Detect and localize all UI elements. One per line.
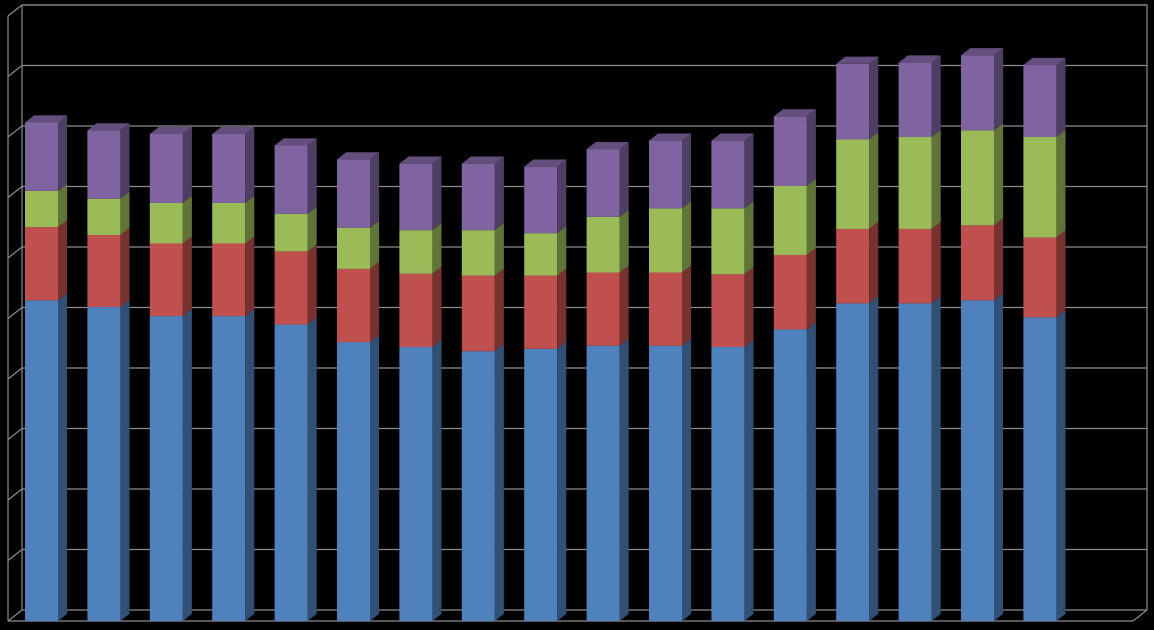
bar-segment-side [432, 267, 441, 347]
bar-segment-side [682, 133, 691, 208]
bar-segment-front [899, 229, 932, 303]
bar-segment-side [869, 132, 878, 229]
bar-segment-front [961, 225, 994, 300]
bar-segment-side [620, 265, 629, 345]
bar-segment-front [961, 55, 994, 130]
bar-segment-front [587, 346, 620, 621]
bar-segment-front [587, 217, 620, 273]
gridline-side [8, 489, 22, 500]
bar-segment-front [87, 130, 120, 198]
bar-segment-side [58, 220, 67, 300]
bar-segment-side [308, 317, 317, 621]
bar-segment-front [1023, 65, 1056, 137]
bar-segment-side [495, 156, 504, 230]
bar-segment-side [183, 196, 192, 244]
bar-segment-side [370, 221, 379, 269]
bar-segment-front [836, 229, 869, 303]
floor-right-edge [1133, 610, 1147, 621]
bar-segment-front [87, 235, 120, 307]
bar-segment-front [774, 116, 807, 186]
bar-segment-front [212, 316, 245, 621]
bar-segment-side [994, 218, 1003, 300]
bar-segment-front [462, 230, 495, 275]
bar-segment-side [245, 127, 254, 203]
bar-segment-side [744, 133, 753, 208]
bar-segment-side [120, 228, 129, 307]
bar-segment-front [524, 233, 557, 275]
bar-segment-side [807, 179, 816, 255]
bar-segment-front [836, 303, 869, 621]
bar-segment-side [869, 296, 878, 621]
bar-segment-side [120, 192, 129, 235]
bar-segment-side [1056, 230, 1065, 317]
bar-segment-front [587, 273, 620, 346]
bar-segment-front [150, 134, 183, 203]
bar-segment-side [682, 265, 691, 345]
bar-segment-front [399, 230, 432, 274]
bar-segment-side [308, 138, 317, 214]
bar-stack [150, 127, 192, 621]
bar-stack [587, 142, 629, 621]
bar-segment-side [120, 300, 129, 621]
bar-segment-front [462, 351, 495, 621]
bar-segment-side [432, 223, 441, 274]
bar-segment-side [308, 207, 317, 252]
bar-stack [774, 109, 816, 621]
bar-segment-side [932, 222, 941, 304]
bar-segment-side [557, 342, 566, 621]
bar-segment-front [25, 191, 58, 227]
bar-segment-front [711, 274, 744, 347]
bar-segment-front [711, 347, 744, 621]
bar-stack [462, 156, 504, 621]
bar-segment-side [744, 201, 753, 274]
bar-segment-front [212, 203, 245, 244]
bar-stack [711, 133, 753, 621]
gridline-side [8, 66, 22, 77]
bar-segment-front [462, 164, 495, 231]
bar-segment-side [120, 123, 129, 199]
bar-segment-side [994, 48, 1003, 130]
bar-segment-side [183, 236, 192, 316]
bar-segment-front [774, 255, 807, 329]
bar-segment-front [649, 273, 682, 346]
bar-segment-side [557, 159, 566, 233]
bar-stack [275, 138, 317, 621]
bar-segment-front [337, 269, 370, 342]
bar-stacks [25, 48, 1066, 621]
bar-segment-front [25, 300, 58, 621]
bar-segment-side [869, 222, 878, 304]
bar-segment-front [711, 208, 744, 274]
bar-segment-front [275, 145, 308, 213]
bar-segment-front [25, 227, 58, 300]
bar-segment-front [836, 64, 869, 140]
bar-segment-front [212, 134, 245, 203]
bar-segment-front [1023, 137, 1056, 237]
gridline-side [8, 368, 22, 379]
bar-segment-side [370, 335, 379, 621]
bar-segment-side [1056, 310, 1065, 621]
bar-segment-side [994, 123, 1003, 225]
bar-segment-side [183, 127, 192, 203]
bar-segment-front [649, 208, 682, 272]
bar-segment-front [961, 300, 994, 621]
bar-segment-side [370, 152, 379, 228]
bar-segment-front [524, 276, 557, 349]
bar-segment-side [495, 268, 504, 351]
bar-segment-side [682, 339, 691, 621]
bar-segment-front [899, 137, 932, 229]
gridline-side [8, 247, 22, 258]
bar-stack [337, 152, 379, 621]
bar-segment-front [587, 149, 620, 217]
bar-segment-front [899, 63, 932, 137]
bar-segment-front [524, 349, 557, 621]
bar-segment-side [557, 226, 566, 276]
bar-segment-front [275, 214, 308, 252]
bar-segment-front [649, 346, 682, 621]
bar-segment-front [150, 203, 183, 244]
bar-segment-side [807, 322, 816, 621]
bar-segment-front [87, 307, 120, 621]
bar-segment-front [275, 251, 308, 324]
bar-segment-side [432, 156, 441, 230]
bar-segment-side [58, 293, 67, 621]
bar-segment-front [150, 243, 183, 316]
bar-segment-side [807, 109, 816, 186]
bar-segment-front [275, 325, 308, 621]
bar-segment-side [58, 184, 67, 227]
bar-stack [212, 127, 254, 621]
bar-stack [399, 156, 441, 621]
bar-segment-front [399, 274, 432, 347]
bar-segment-side [932, 296, 941, 621]
bar-segment-side [183, 309, 192, 621]
bar-stack [836, 57, 878, 621]
bar-segment-side [308, 244, 317, 324]
bar-stack [899, 55, 941, 621]
bar-segment-front [524, 167, 557, 234]
bar-segment-side [495, 223, 504, 276]
bar-segment-side [245, 196, 254, 244]
bar-segment-side [682, 201, 691, 272]
bar-segment-side [245, 309, 254, 621]
bar-segment-side [620, 142, 629, 217]
bar-segment-front [337, 159, 370, 227]
bar-segment-side [1056, 58, 1065, 137]
bar-stack [961, 48, 1003, 621]
bar-segment-front [1023, 237, 1056, 317]
bar-segment-front [1023, 317, 1056, 621]
bar-stack [87, 123, 129, 621]
bar-segment-front [150, 316, 183, 621]
bar-segment-side [620, 339, 629, 621]
bar-stack [524, 159, 566, 621]
gridline-side [8, 429, 22, 440]
bar-segment-front [836, 139, 869, 229]
bar-segment-front [961, 130, 994, 225]
gridline-side [8, 550, 22, 561]
bar-stack [1023, 58, 1065, 621]
bar-segment-side [370, 262, 379, 342]
gridline-side [8, 5, 22, 16]
bar-segment-front [649, 141, 682, 209]
bar-segment-side [1056, 130, 1065, 238]
bar-segment-front [711, 141, 744, 209]
bar-segment-front [399, 164, 432, 231]
bar-segment-side [932, 55, 941, 137]
bar-segment-side [432, 340, 441, 621]
bar-segment-side [58, 115, 67, 191]
bar-segment-side [932, 130, 941, 229]
bar-segment-front [87, 199, 120, 235]
bar-segment-front [774, 186, 807, 255]
bar-segment-side [744, 267, 753, 347]
bar-segment-front [337, 342, 370, 621]
bar-segment-front [212, 243, 245, 316]
bar-segment-side [495, 344, 504, 621]
bar-stack [25, 115, 67, 621]
gridline-side [8, 610, 22, 621]
bar-segment-side [744, 340, 753, 621]
gridline-side [8, 126, 22, 137]
bar-segment-side [869, 57, 878, 140]
bar-segment-side [620, 210, 629, 273]
bar-segment-front [462, 276, 495, 352]
bar-segment-front [774, 329, 807, 621]
bar-segment-front [399, 347, 432, 621]
bar-segment-side [994, 293, 1003, 621]
gridline-side [8, 308, 22, 319]
bar-segment-side [807, 248, 816, 330]
bar-segment-front [25, 122, 58, 190]
gridline-side [8, 187, 22, 198]
bar-segment-side [557, 268, 566, 348]
bar-segment-front [899, 303, 932, 621]
bar-stack [649, 133, 691, 621]
bar-segment-front [337, 228, 370, 269]
bar-segment-side [245, 236, 254, 316]
